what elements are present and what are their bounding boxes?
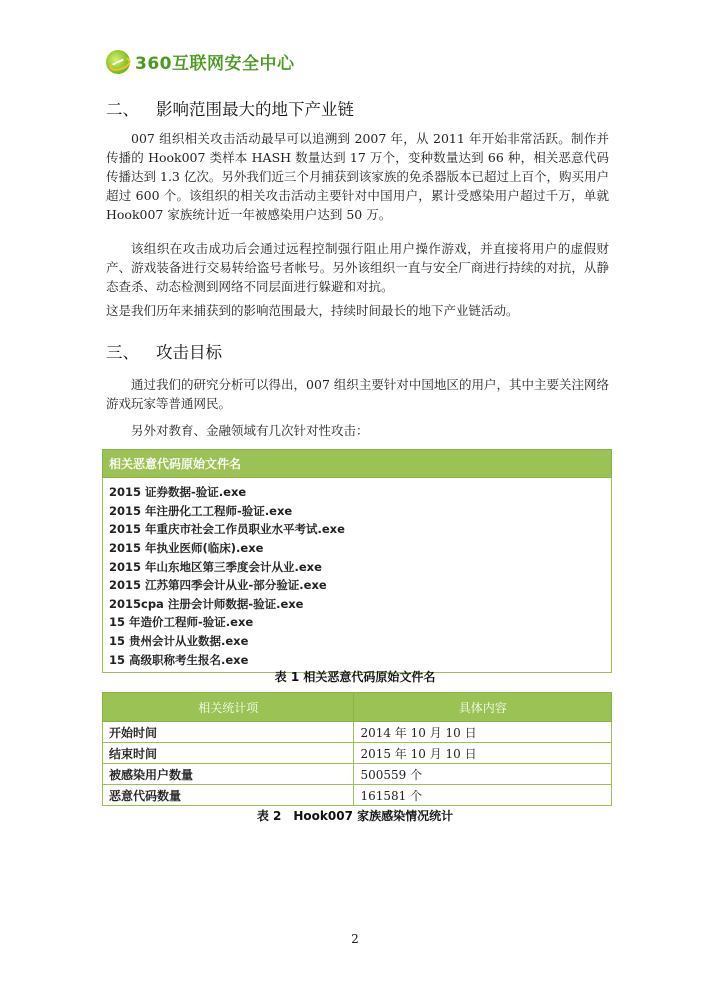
logo-text: 360互联网安全中心: [135, 54, 295, 74]
table-header: 相关统计项: [103, 693, 354, 722]
stat-value: 2014 年 10 月 10 日: [354, 722, 612, 743]
stat-label: 结束时间: [103, 743, 354, 764]
table-row: [103, 502, 612, 521]
table-caption-2: 表 2 Hook007 家族感染情况统计: [256, 809, 454, 823]
section-number: 三、: [106, 343, 139, 362]
table-cell: 2015 证券数据-验证.exe: [103, 478, 612, 502]
paragraph: 另外对教育、金融领域有几次针对性攻击：: [131, 423, 369, 438]
table-row: [103, 613, 612, 632]
table-cell: 2015 年重庆市社会工作员职业水平考试.exe: [103, 520, 612, 539]
stat-label: 开始时间: [103, 722, 354, 743]
table-cell: 2015 年注册化工工程师-验证.exe: [103, 502, 612, 521]
table-row: [103, 595, 612, 614]
stat-value: 2015 年 10 月 10 日: [354, 743, 612, 764]
table-row: [103, 576, 612, 595]
paragraph: 该组织在攻击成功后会通过远程控制强行阻止用户操作游戏，并直接将用户的虚假财产、游戏装备进行交易转给盗号者帐号。另外该组织一直与安全厂商进行持续的对抗，从静态查杀、动态检测到网络不同层面进行躲避和对抗。: [106, 241, 609, 294]
table-cell: 15 贵州会计从业数据.exe: [103, 632, 612, 651]
table-row: [103, 743, 612, 764]
section-title: 攻击目标: [156, 343, 222, 362]
stat-label: 恶意代码数量: [103, 785, 354, 806]
table-cell: 2015cpa 注册会计师数据-验证.exe: [103, 595, 612, 614]
table-row: [103, 722, 612, 743]
table-row: [103, 785, 612, 806]
table-cell: 2015 年山东地区第三季度会计从业.exe: [103, 557, 612, 576]
logo-icon: [106, 50, 130, 74]
table-row: [103, 557, 612, 576]
stat-value: 161581 个: [354, 785, 612, 806]
section-number: 二、: [106, 100, 139, 119]
section-title: 影响范围最大的地下产业链: [156, 100, 354, 119]
table-row: [103, 520, 612, 539]
table-row: [103, 539, 612, 558]
table-cell: 15 年造价工程师-验证.exe: [103, 613, 612, 632]
infection-stats-table: [102, 692, 612, 806]
paragraph: 007 组织相关攻击活动最早可以追溯到 2007 年，从 2011 年开始非常活跃。制作并传播的 Hook007 类样本 HASH 数量达到 17 万个，变种数量达到 66 种，相关恶意代码传播达到 1.3 亿次。另外我们近三个月捕获到该家族的免杀器版本已超过上百个，购买用户超过 600 个。该组织的相关攻击活动主要针对中国用户，累计受感染用户超过千万，单就 Hook007 家族统计近一年被感染用户达到 50 万。: [106, 131, 609, 222]
section-heading-3: [106, 339, 222, 363]
table-row: [103, 478, 612, 502]
paragraph: 这是我们历年来捕获到的影响范围最大，持续时间最长的地下产业链活动。: [106, 303, 519, 318]
table-header: 具体内容: [354, 693, 612, 722]
paragraph: 通过我们的研究分析可以得出，007 组织主要针对中国地区的用户，其中主要关注网络游戏玩家等普通网民。: [106, 377, 609, 411]
page-number: 2: [351, 932, 359, 946]
section-heading-2: [106, 96, 354, 120]
stat-value: 500559 个: [354, 764, 612, 785]
table-cell: 2015 江苏第四季会计从业-部分验证.exe: [103, 576, 612, 595]
table-cell: 2015 年执业医师(临床).exe: [103, 539, 612, 558]
logo: [106, 49, 295, 74]
table-row: [103, 632, 612, 651]
stat-label: 被感染用户数量: [103, 764, 354, 785]
table-header: 相关恶意代码原始文件名: [103, 450, 612, 478]
table-caption-1: 表 1 相关恶意代码原始文件名: [274, 670, 436, 684]
table-cell: 15 高级职称考生报名.exe: [103, 650, 612, 672]
table-row: [103, 764, 612, 785]
malware-filenames-table: [102, 449, 612, 673]
